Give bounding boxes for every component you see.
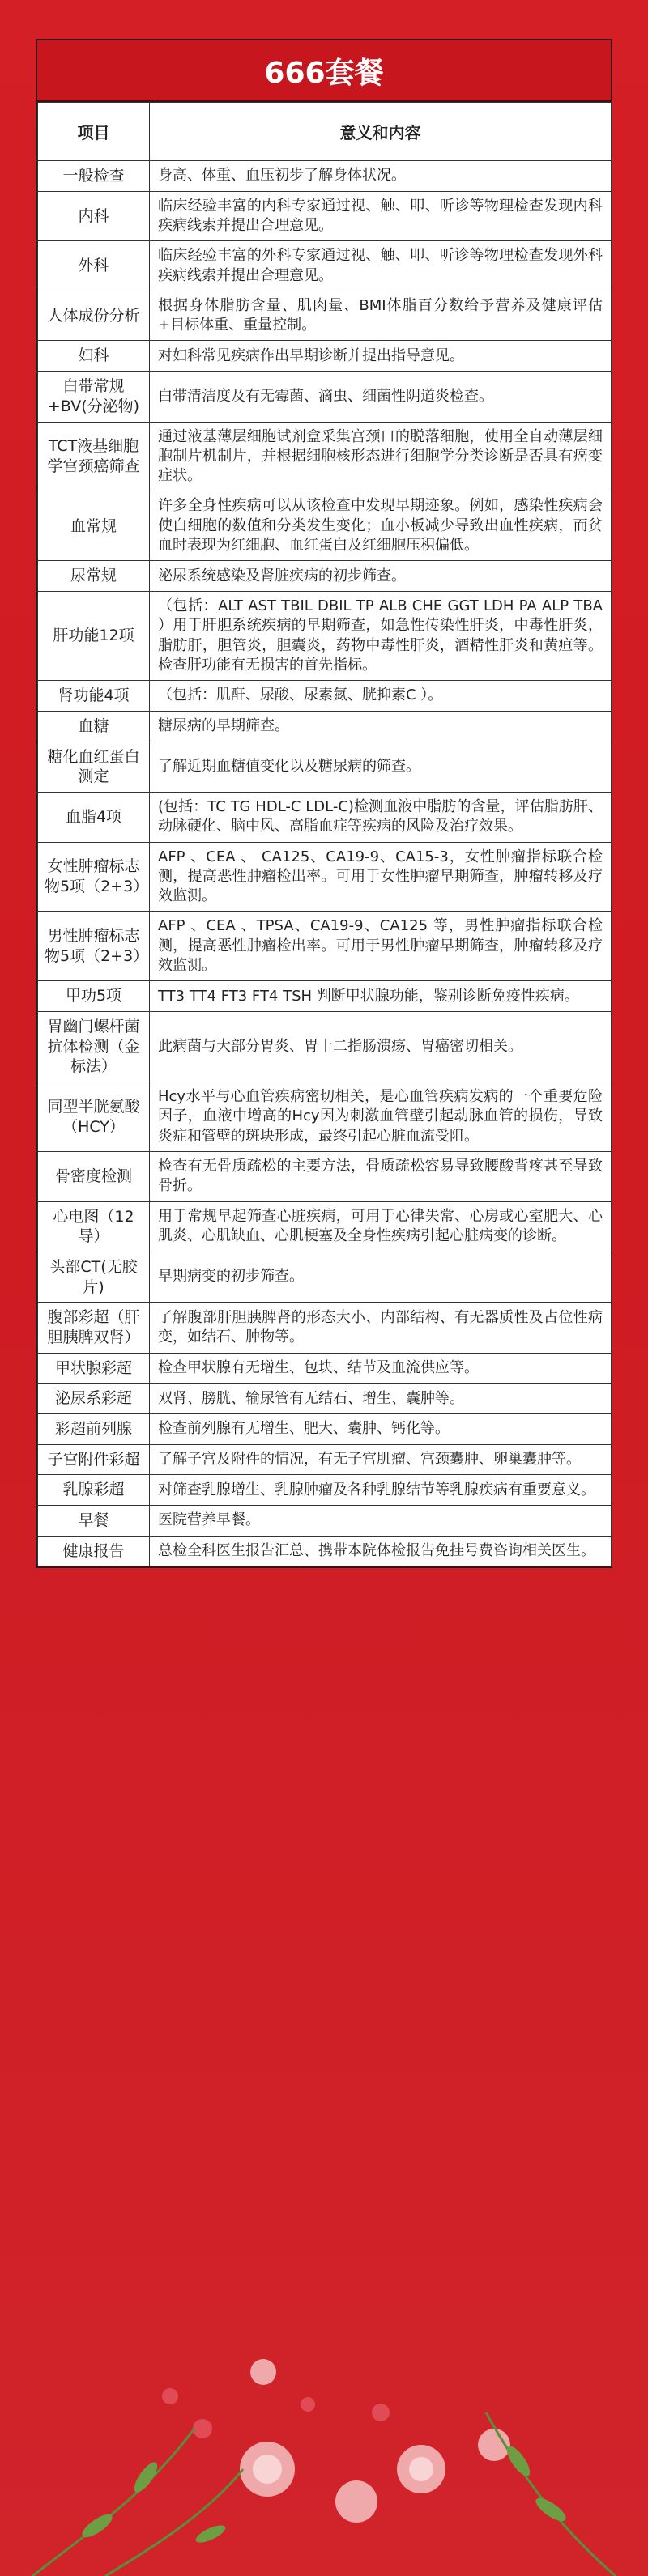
table-row xyxy=(38,491,612,561)
item-name: 骨密度检测 xyxy=(38,1151,150,1201)
table-row xyxy=(38,291,612,341)
item-name: 同型半胱氨酸（HCY） xyxy=(38,1082,150,1152)
item-description: 许多全身性疾病可以从该检查中发现早期迹象。例如，感染性疾病会使白细胞的数值和分类发生变化；血小板减少导致出血性疾病，而贫血时表现为红细胞、血红蛋白及红细胞压积偏低。 xyxy=(150,491,612,561)
item-description: 检查前列腺有无增生、肥大、囊肿、钙化等。 xyxy=(150,1414,612,1445)
item-description: 白带清洁度及有无霉菌、滴虫、细菌性阴道炎检查。 xyxy=(150,372,612,422)
item-description: 泌尿系统感染及肾脏疾病的初步筛查。 xyxy=(150,561,612,592)
item-description: 此病菌与大部分胃炎、胃十二指肠溃疡、胃癌密切相关。 xyxy=(150,1012,612,1082)
item-name: 妇科 xyxy=(38,341,150,372)
item-description: 早期病变的初步筛查。 xyxy=(150,1252,612,1302)
item-description: TT3 TT4 FT3 FT4 TSH 判断甲状腺功能，鉴别诊断免疫性疾病。 xyxy=(150,981,612,1012)
floral-decoration xyxy=(0,2348,648,2576)
item-description: 了解腹部肝胆胰脾肾的形态大小、内部结构、有无器质性及占位性病变，如结石、肿物等。 xyxy=(150,1303,612,1353)
item-description: (包括：TC TG HDL-C LDL-C)检测血液中脂肪的含量，评估脂肪肝、动脉硬化、脑中风、高脂血症等疾病的风险及治疗效果。 xyxy=(150,792,612,842)
item-name: 血常规 xyxy=(38,491,150,561)
table-row xyxy=(38,241,612,291)
header-meaning: 意义和内容 xyxy=(150,103,612,161)
item-description: 通过液基薄层细胞试剂盒采集宫颈口的脱落细胞，使用全自动薄层细胞制片机制片，并根据细胞核形态进行细胞学分类诊断是否具有癌变症状。 xyxy=(150,422,612,491)
table-row xyxy=(38,681,612,712)
item-description: 糖尿病的早期筛查。 xyxy=(150,711,612,742)
table-row xyxy=(38,742,612,792)
table-row xyxy=(38,792,612,842)
item-description: 临床经验丰富的外科专家通过视、触、叩、听诊等物理检查发现外科疾病线索并提出合理意见。 xyxy=(150,241,612,291)
table-header-row xyxy=(38,103,612,161)
item-description: Hcy水平与心血管疾病密切相关，是心血管疾病发病的一个重要危险因子，血液中增高的Hcy因为刺激血管壁引起动脉血管的损伤，导致炎症和管壁的斑块形成，最终引起心脏血流受阻。 xyxy=(150,1082,612,1152)
table-row xyxy=(38,1012,612,1082)
table-row xyxy=(38,1506,612,1537)
item-description: 对妇科常见疾病作出早期诊断并提出指导意见。 xyxy=(150,341,612,372)
item-name: 女性肿瘤标志物5项（2+3） xyxy=(38,842,150,912)
item-description: 检查有无骨质疏松的主要方法，骨质疏松容易导致腰酸背疼甚至导致骨折。 xyxy=(150,1151,612,1201)
table-row xyxy=(38,1384,612,1414)
item-description: 检查甲状腺有无增生、包块、结节及血流供应等。 xyxy=(150,1353,612,1384)
table-row xyxy=(38,592,612,681)
item-description: 临床经验丰富的内科专家通过视、触、叩、听诊等物理检查发现内科疾病线索并提出合理意见。 xyxy=(150,191,612,241)
item-description: 总检全科医生报告汇总、携带本院体检报告免挂号费咨询相关医生。 xyxy=(150,1536,612,1566)
item-description: AFP 、CEA 、TPSA、CA19-9、CA125 等，男性肿瘤指标联合检测，提高恶性肿瘤检出率。可用于男性肿瘤早期筛查，肿瘤转移及疗效监测。 xyxy=(150,912,612,981)
item-name: 男性肿瘤标志物5项（2+3） xyxy=(38,912,150,981)
item-description: 身高、体重、血压初步了解身体状况。 xyxy=(150,161,612,192)
item-name: 甲功5项 xyxy=(38,981,150,1012)
table-row xyxy=(38,981,612,1012)
item-name: 彩超前列腺 xyxy=(38,1414,150,1445)
item-name: 内科 xyxy=(38,191,150,241)
item-description: 了解子宫及附件的情况，有无子宫肌瘤、宫颈囊肿、卵巢囊肿等。 xyxy=(150,1444,612,1475)
item-name: 乳腺彩超 xyxy=(38,1475,150,1506)
item-description: 用于常规早起筛查心脏疾病，可用于心律失常、心房或心室肥大、心肌炎、心肌缺血、心肌梗塞及全身性疾病引起心脏病变的诊断。 xyxy=(150,1201,612,1252)
item-description: 了解近期血糖值变化以及糖尿病的筛查。 xyxy=(150,742,612,792)
table-row xyxy=(38,1252,612,1302)
package-table xyxy=(37,102,612,1566)
item-name: 一般检查 xyxy=(38,161,150,192)
item-name: 心电图（12导） xyxy=(38,1201,150,1252)
item-description: 对筛查乳腺增生、乳腺肿瘤及各种乳腺结节等乳腺疾病有重要意义。 xyxy=(150,1475,612,1506)
item-name: 肝功能12项 xyxy=(38,592,150,681)
item-description: 医院营养早餐。 xyxy=(150,1506,612,1537)
item-name: 糖化血红蛋白测定 xyxy=(38,742,150,792)
table-row xyxy=(38,422,612,491)
item-name: 泌尿系彩超 xyxy=(38,1384,150,1414)
item-name: 胃幽门螺杆菌抗体检测（金标法） xyxy=(38,1012,150,1082)
table-row xyxy=(38,191,612,241)
table-row xyxy=(38,1082,612,1152)
table-row xyxy=(38,1444,612,1475)
item-name: 人体成份分析 xyxy=(38,291,150,341)
table-row xyxy=(38,842,612,912)
item-name: 尿常规 xyxy=(38,561,150,592)
table-row xyxy=(38,1151,612,1201)
item-name: 腹部彩超（肝胆胰脾双肾） xyxy=(38,1303,150,1353)
table-row xyxy=(38,561,612,592)
table-row xyxy=(38,1536,612,1566)
item-name: 白带常规+BV(分泌物) xyxy=(38,372,150,422)
item-description: AFP 、CEA 、 CA125、CA19-9、CA15-3，女性肿瘤指标联合检测，提高恶性肿瘤检出率。可用于女性肿瘤早期筛查，肿瘤转移及疗效监测。 xyxy=(150,842,612,912)
table-row xyxy=(38,711,612,742)
table-row xyxy=(38,161,612,192)
item-description: 根据身体脂肪含量、肌肉量、BMI体脂百分数给予营养及健康评估+目标体重、重量控制。 xyxy=(150,291,612,341)
item-name: 早餐 xyxy=(38,1506,150,1537)
package-title: 666套餐 xyxy=(37,40,611,102)
package-card xyxy=(36,39,612,1568)
item-name: 血脂4项 xyxy=(38,792,150,842)
table-row xyxy=(38,372,612,422)
item-name: 外科 xyxy=(38,241,150,291)
item-name: 健康报告 xyxy=(38,1536,150,1566)
item-name: 子宫附件彩超 xyxy=(38,1444,150,1475)
table-row xyxy=(38,1303,612,1353)
table-row xyxy=(38,1475,612,1506)
item-name: 肾功能4项 xyxy=(38,681,150,712)
table-row xyxy=(38,1414,612,1445)
table-row xyxy=(38,1353,612,1384)
item-name: 血糖 xyxy=(38,711,150,742)
table-row xyxy=(38,912,612,981)
item-name: 头部CT(无胶片) xyxy=(38,1252,150,1302)
item-description: （包括：ALT AST TBIL DBIL TP ALB CHE GGT LDH PA ALP TBA ）用于肝胆系统疾病的早期筛查，如急性传染性肝炎，中毒性肝炎，脂肪肝，胆管炎，胆囊炎，药物中毒性肝炎，酒精性肝炎和黄疸等。检查肝功能有无损害的首先指标。 xyxy=(150,592,612,681)
item-name: 甲状腺彩超 xyxy=(38,1353,150,1384)
item-description: 双肾、膀胱、输尿管有无结石、增生、囊肿等。 xyxy=(150,1384,612,1414)
table-row xyxy=(38,341,612,372)
table-row xyxy=(38,1201,612,1252)
item-description: （包括：肌酐、尿酸、尿素氮、胱抑素C ）。 xyxy=(150,681,612,712)
item-name: TCT液基细胞学宫颈癌筛查 xyxy=(38,422,150,491)
header-item: 项目 xyxy=(38,103,150,161)
